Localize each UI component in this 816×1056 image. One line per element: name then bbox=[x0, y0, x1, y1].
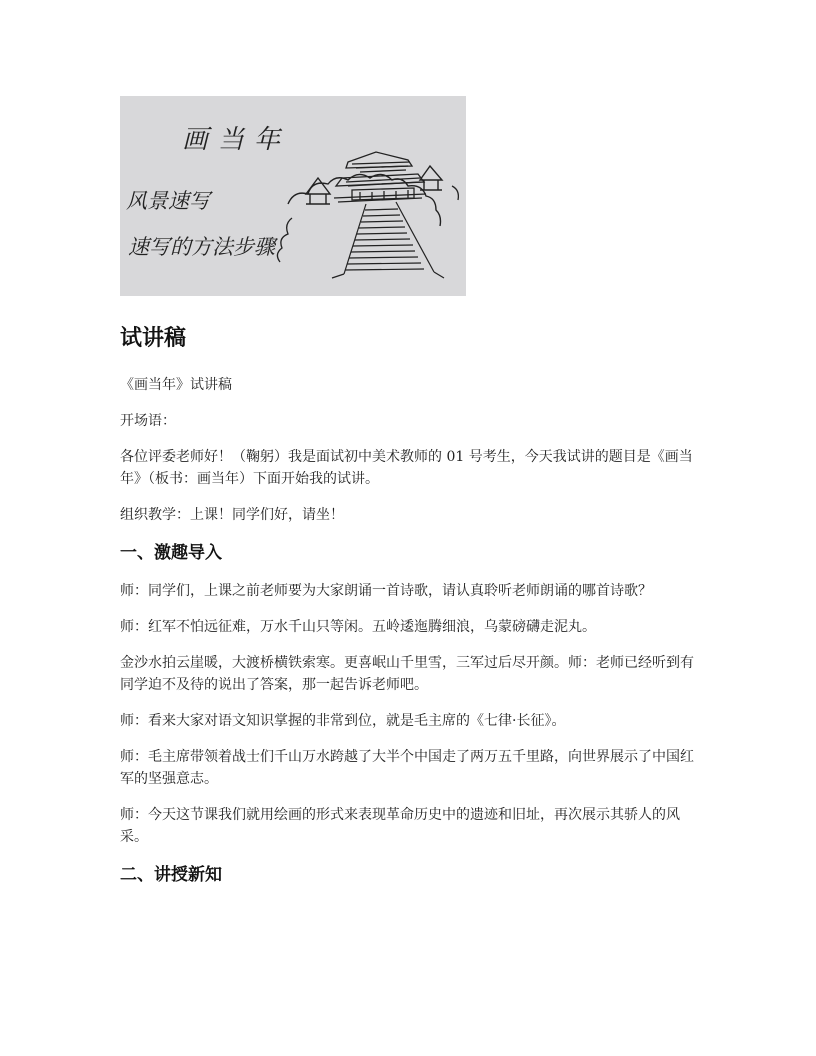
illustration-line1: 风景速写 bbox=[126, 189, 210, 213]
illustration-line2: 速写的方法步骤 bbox=[128, 235, 275, 259]
opening-label: 开场语： bbox=[120, 413, 176, 429]
document-subtitle: 《画当年》试讲稿 bbox=[120, 377, 232, 393]
intro-paragraph: 师：红军不怕远征难，万水千山只等闲。五岭逶迤腾细浪，乌蒙磅礴走泥丸。 bbox=[120, 619, 596, 635]
sketch-illustration bbox=[120, 96, 466, 296]
document-title: 试讲稿 bbox=[120, 326, 187, 351]
section-heading-new-knowledge: 二、讲授新知 bbox=[120, 865, 222, 885]
intro-paragraph: 金沙水拍云崖暖，大渡桥横铁索寒。更喜岷山千里雪，三军过后尽开颜。师：老师已经听到有同学迫不及待的说出了答案，那一起告诉老师吧。 bbox=[120, 655, 694, 693]
opening-paragraph: 各位评委老师好！（鞠躬）我是面试初中美术教师的 01 号考生，今天我试讲的题目是《画当年》（板书：画当年）下面开始我的试讲。 bbox=[120, 449, 693, 487]
organize-paragraph: 组织教学：上课！同学们好，请坐！ bbox=[120, 507, 344, 523]
section-heading-intro: 一、激趣导入 bbox=[120, 543, 222, 563]
illustration-title: 画当年 bbox=[182, 125, 291, 155]
intro-paragraph: 师：看来大家对语文知识掌握的非常到位，就是毛主席的《七律·长征》。 bbox=[120, 713, 566, 729]
intro-paragraph: 师：毛主席带领着战士们千山万水跨越了大半个中国走了两万五千里路，向世界展示了中国红军的坚强意志。 bbox=[120, 749, 694, 787]
intro-paragraph: 师：今天这节课我们就用绘画的形式来表现革命历史中的遗迹和旧址，再次展示其骄人的风采。 bbox=[120, 807, 680, 845]
document-page bbox=[120, 96, 700, 888]
intro-paragraph: 师：同学们，上课之前老师要为大家朗诵一首诗歌，请认真聆听老师朗诵的哪首诗歌？ bbox=[120, 583, 652, 599]
